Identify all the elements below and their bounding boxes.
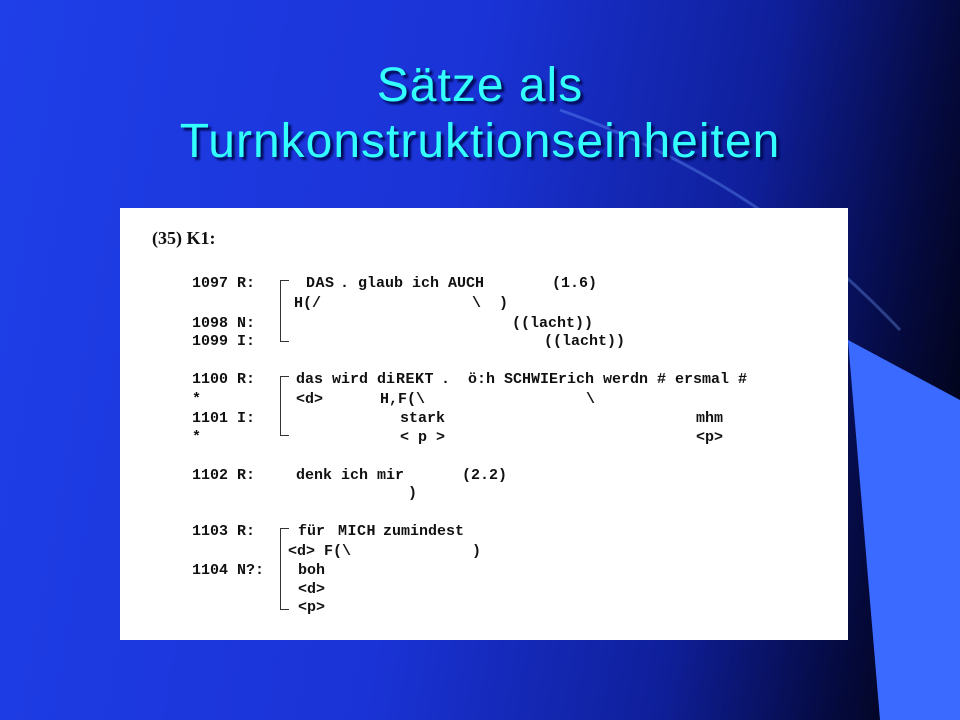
transcript-text: H(/ (294, 295, 322, 312)
bracket-1 (280, 280, 289, 342)
transcript-text: <d> (298, 581, 326, 598)
transcript-text: ) (408, 485, 418, 502)
line-num: 1102 R: (192, 467, 256, 484)
line-num: 1097 R: (192, 275, 256, 292)
title-line-1: Sätze als (376, 59, 584, 112)
transcript-text: mhm (696, 410, 724, 427)
line-num: * (192, 391, 202, 408)
transcript-text: ((lacht)) (544, 333, 626, 350)
line-num: 1101 I: (192, 410, 256, 427)
transcript-text: <p> (696, 429, 724, 446)
transcript-panel (120, 208, 848, 640)
transcript-text: (1.6) (552, 275, 598, 292)
transcript-text: <d> (296, 391, 324, 408)
line-num: 1100 R: (192, 371, 256, 388)
transcript-text: zumindest (374, 523, 465, 540)
transcript-text: \ ) (472, 295, 509, 312)
slide-title (0, 58, 960, 170)
transcript-text: denk ich mir (296, 467, 405, 484)
transcript-text: boh (298, 562, 326, 579)
line-num: 1104 N?: (192, 562, 265, 579)
transcript-text: DAS (306, 275, 335, 292)
transcript-text: ((lacht)) (512, 315, 594, 332)
transcript-text: < p > (400, 429, 446, 446)
title-line-2: Turnkonstruktionseinheiten (179, 115, 781, 168)
transcript-text: \ (586, 391, 596, 408)
transcript-text: das wird di (296, 371, 396, 388)
transcript-text: <d> F(\ (288, 543, 352, 560)
bracket-4 (280, 528, 289, 610)
line-num: 1103 R: (192, 523, 256, 540)
transcript-text: MICH (338, 523, 377, 540)
line-num: * (192, 429, 202, 446)
transcript-text: ) (472, 543, 482, 560)
transcript-text: H,F(\ (380, 391, 426, 408)
line-num: 1099 I: (192, 333, 256, 350)
transcript-text: REKT (396, 371, 435, 388)
transcript-heading: (35) K1: (152, 228, 216, 248)
transcript-text: für (298, 523, 335, 540)
transcript-text: stark (400, 410, 446, 427)
transcript-text: <p> (298, 599, 326, 616)
transcript-text: . glaub ich AUCH (340, 275, 485, 292)
bracket-2 (280, 376, 289, 436)
transcript-text: (2.2) (462, 467, 508, 484)
transcript-text: . ö:h SCHWIErich werdn # ersmal # (432, 371, 748, 388)
line-num: 1098 N: (192, 315, 256, 332)
